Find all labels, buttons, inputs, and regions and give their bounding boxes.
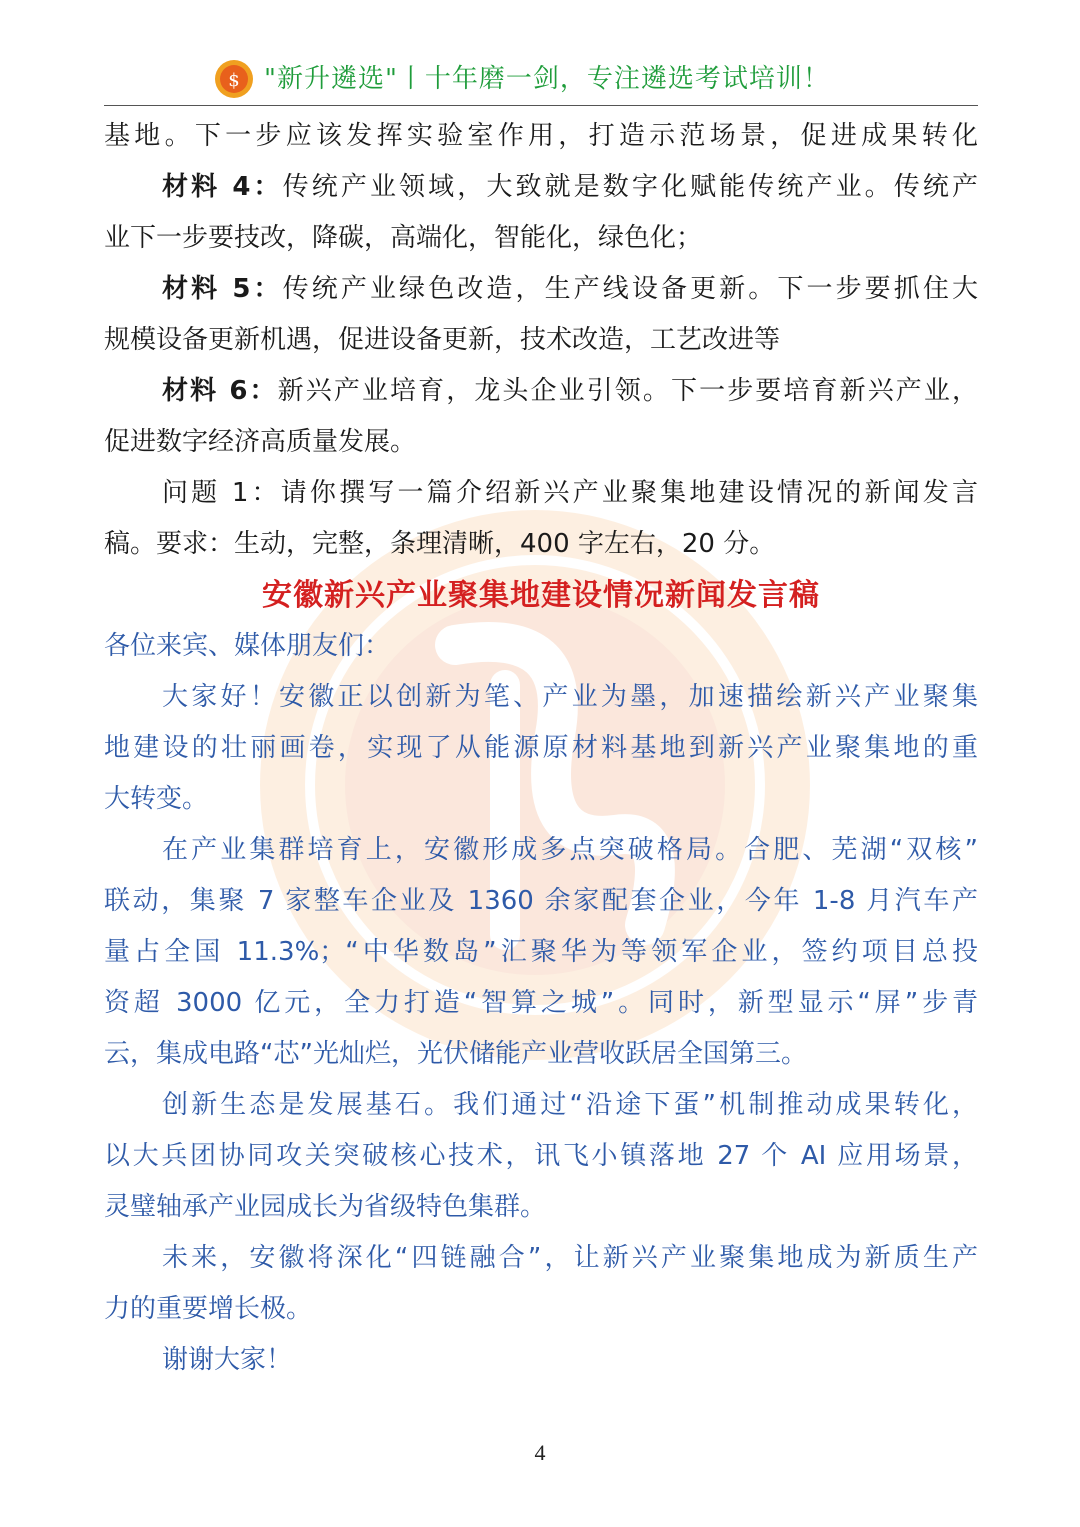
paragraph-1-line: 大家好！安徽正以创新为笔、产业为墨，加速描绘新兴产业聚集 [162, 682, 978, 712]
material-4 [104, 162, 978, 213]
paragraph-1-line: 地建设的壮丽画卷，实现了从能源原材料基地到新兴产业聚集地的重 [104, 733, 978, 763]
material-5-label: 材料 5： [162, 274, 283, 304]
material-6-line-2: 促进数字经济高质量发展。 [104, 427, 417, 457]
material-4-line-2: 业下一步要技改，降碳，高端化，智能化，绿色化； [104, 223, 703, 253]
paragraph-1-line: 大转变。 [104, 784, 209, 814]
material-5-line-2: 规模设备更新机遇，促进设备更新，技术改造，工艺改进等 [104, 325, 781, 355]
paragraph-3-line: 创新生态是发展基石。我们通过“沿途下蛋”机制推动成果转化， [162, 1090, 978, 1120]
header-slogan: "新升遴选"丨十年磨一剑，专注遴选考试培训！ [264, 64, 830, 94]
paragraph-2-line: 在产业集群培育上，安徽形成多点突破格局。合肥、芜湖“双核” [162, 835, 978, 865]
paragraph-3-line: 以大兵团协同攻关突破核心技术，讯飞小镇落地 27 个 AI 应用场景， [104, 1141, 978, 1171]
salutation: 各位来宾、媒体朋友们： [104, 631, 391, 661]
question-1: 问题 1：请你撰写一篇介绍新兴产业聚集地建设情况的新闻发言 [162, 478, 978, 508]
material-3-continuation: 基地。下一步应该发挥实验室作用，打造示范场景，促进成果转化 [104, 121, 978, 151]
paragraph-4-line: 力的重要增长极。 [104, 1294, 313, 1324]
paragraph-2-line: 资超 3000 亿元，全力打造“智算之城”。同时，新型显示“屏”步青 [104, 988, 978, 1018]
paragraph-3-line: 灵璧轴承产业园成长为省级特色集群。 [104, 1192, 547, 1222]
material-4-text: 传统产业领域，大致就是数字化赋能传统产业。传统产 [282, 172, 978, 202]
svg-text:$: $ [228, 70, 240, 91]
page-number: 4 [534, 1440, 546, 1465]
material-5 [104, 264, 978, 315]
paragraph-2-line: 联动，集聚 7 家整车企业及 1360 余家配套企业，今年 1-8 月汽车产 [104, 886, 978, 916]
page-header [104, 55, 978, 106]
material-6-text: 新兴产业培育，龙头企业引领。下一步要培育新兴产业， [277, 376, 978, 406]
paragraph-4-line: 未来，安徽将深化“四链融合”，让新兴产业聚集地成为新质生产 [162, 1243, 978, 1273]
material-4-label: 材料 4： [162, 172, 283, 202]
material-6-label: 材料 6： [162, 376, 278, 406]
brand-logo-icon [214, 59, 254, 99]
paragraph-2-line: 云，集成电路“芯”光灿烂，光伏储能产业营收跃居全国第三。 [104, 1039, 807, 1069]
closing: 谢谢大家！ [162, 1345, 293, 1375]
document-body [104, 111, 978, 1386]
material-5-text: 传统产业绿色改造，生产线设备更新。下一步要抓住大 [282, 274, 978, 304]
question-1-line-2: 稿。要求：生动，完整，条理清晰，400 字左右，20 分。 [104, 529, 776, 559]
material-6 [104, 366, 978, 417]
answer-title: 安徽新兴产业聚集地建设情况新闻发言稿 [262, 578, 820, 613]
paragraph-2-line: 量占全国 11.3%；“中华数岛”汇聚华为等领军企业，签约项目总投 [104, 937, 978, 967]
